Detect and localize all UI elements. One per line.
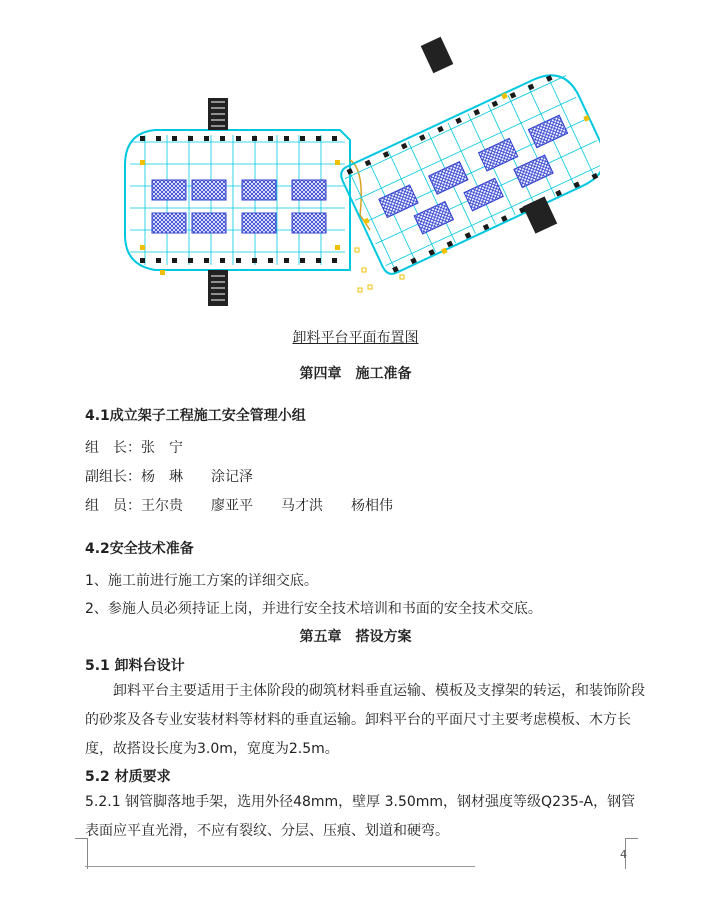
stair-core-hatch bbox=[429, 162, 468, 194]
stair-core-hatch bbox=[464, 178, 503, 210]
accent-mark bbox=[140, 245, 145, 250]
column-mark bbox=[268, 258, 273, 263]
column-mark bbox=[236, 258, 241, 263]
left-wing bbox=[125, 98, 350, 306]
stair-core-hatch bbox=[414, 202, 453, 234]
column-mark bbox=[236, 136, 241, 141]
column-mark bbox=[140, 136, 145, 141]
right-wing-outline bbox=[338, 65, 600, 277]
stair-core-hatch bbox=[192, 180, 226, 200]
section-5-2-body: 5.2.1 钢管脚落地手架，选用外径48mm，壁厚 3.50mm，钢材强度等级Q235-A，钢管表面应平直光滑，不应有裂纹、分层、压痕、划道和硬弯。 bbox=[85, 794, 636, 839]
column-mark bbox=[188, 258, 193, 263]
column-mark bbox=[220, 136, 225, 141]
section-5-1-title: 5.1 卸料台设计 bbox=[85, 658, 185, 674]
stair-core-hatch bbox=[152, 213, 186, 233]
right-wing bbox=[338, 65, 600, 279]
stair-core-hatch bbox=[514, 155, 553, 187]
column-mark bbox=[455, 117, 462, 124]
chapter-5-title: 第五章 搭设方案 bbox=[299, 629, 412, 645]
survey-marker bbox=[362, 268, 366, 272]
column-mark bbox=[347, 168, 354, 175]
role-label: 组 长： bbox=[85, 440, 141, 456]
footer-rule bbox=[85, 866, 475, 867]
column-mark bbox=[204, 136, 209, 141]
accent-mark bbox=[363, 218, 370, 225]
column-mark bbox=[284, 136, 289, 141]
column-mark bbox=[284, 258, 289, 263]
page-corner-mark-left bbox=[75, 838, 88, 869]
accent-mark bbox=[140, 160, 145, 165]
role-label: 组 员： bbox=[85, 498, 141, 514]
survey-marker bbox=[358, 288, 362, 292]
stair-core-hatch bbox=[379, 185, 418, 217]
grid-line bbox=[355, 97, 576, 200]
column-mark bbox=[268, 136, 273, 141]
survey-marker bbox=[400, 275, 404, 279]
column-mark bbox=[316, 258, 321, 263]
column-mark bbox=[528, 84, 535, 91]
column-mark bbox=[140, 258, 145, 263]
figure-caption bbox=[0, 327, 711, 347]
stair-core-hatch bbox=[292, 213, 326, 233]
stair-core-hatch bbox=[152, 180, 186, 200]
column-mark bbox=[204, 258, 209, 263]
figure-caption-text: 卸料平台平面布置图 bbox=[292, 330, 419, 346]
column-mark bbox=[332, 258, 337, 263]
platform-bottom-right bbox=[523, 196, 557, 233]
members-text: 张 宁 bbox=[141, 440, 183, 456]
column-mark bbox=[220, 258, 225, 263]
stair-core-hatch bbox=[292, 180, 326, 200]
unloading-platform-plan-drawing bbox=[100, 30, 600, 320]
column-mark bbox=[156, 258, 161, 263]
column-mark bbox=[492, 100, 499, 107]
list-item: 1、施工前进行施工方案的详细交底。 bbox=[85, 573, 318, 589]
stair-core-hatch bbox=[192, 213, 226, 233]
column-mark bbox=[156, 136, 161, 141]
survey-marker bbox=[355, 248, 359, 252]
column-mark bbox=[316, 136, 321, 141]
column-mark bbox=[332, 136, 337, 141]
section-5-2-title: 5.2 材质要求 bbox=[85, 769, 171, 785]
section-5-1-body: 卸料平台主要适用于主体阶段的砌筑材料垂直运输、模板及支撑架的转运，和装饰阶段的砂浆及各专业安装材料等材料的垂直运输。卸料平台的平面尺寸主要考虑模板、木方长度，故搭设长度为3.0m，宽度为2.5m。 bbox=[85, 683, 645, 757]
accent-mark bbox=[335, 245, 340, 250]
column-mark bbox=[401, 143, 408, 150]
column-mark bbox=[419, 134, 426, 141]
role-label: 副组长： bbox=[85, 469, 141, 485]
section-4-1-title: 4.1成立架子工程施工安全管理小组 bbox=[85, 408, 306, 424]
stair-core-hatch bbox=[242, 213, 276, 233]
accent-mark bbox=[160, 270, 165, 275]
column-mark bbox=[252, 258, 257, 263]
members-text: 杨 琳 涂记泽 bbox=[141, 469, 253, 485]
stair-core-hatch bbox=[479, 138, 518, 170]
column-mark bbox=[437, 126, 444, 133]
column-mark bbox=[300, 136, 305, 141]
page-number: 4 bbox=[620, 848, 627, 861]
team-row-deputy bbox=[85, 466, 253, 486]
column-mark bbox=[172, 136, 177, 141]
platform-top-right bbox=[421, 37, 454, 73]
column-mark bbox=[473, 109, 480, 116]
chapter-4-title: 第四章 施工准备 bbox=[299, 366, 412, 382]
accent-mark bbox=[335, 160, 340, 165]
stair-core-hatch bbox=[242, 180, 276, 200]
column-mark bbox=[252, 136, 257, 141]
column-mark bbox=[510, 92, 517, 99]
column-mark bbox=[383, 151, 390, 158]
section-4-2-title: 4.2安全技术准备 bbox=[85, 541, 194, 557]
column-mark bbox=[592, 173, 599, 180]
team-row-members bbox=[85, 495, 393, 515]
team-row-leader bbox=[85, 437, 183, 457]
stair-core-hatch bbox=[528, 115, 567, 147]
survey-marker bbox=[368, 285, 372, 289]
list-item: 2、参施人员必须持证上岗，并进行安全技术培训和书面的安全技术交底。 bbox=[85, 601, 542, 617]
column-mark bbox=[188, 136, 193, 141]
column-mark bbox=[172, 258, 177, 263]
members-text: 王尔贵 廖亚平 马才洪 杨相伟 bbox=[141, 498, 393, 514]
column-mark bbox=[300, 258, 305, 263]
